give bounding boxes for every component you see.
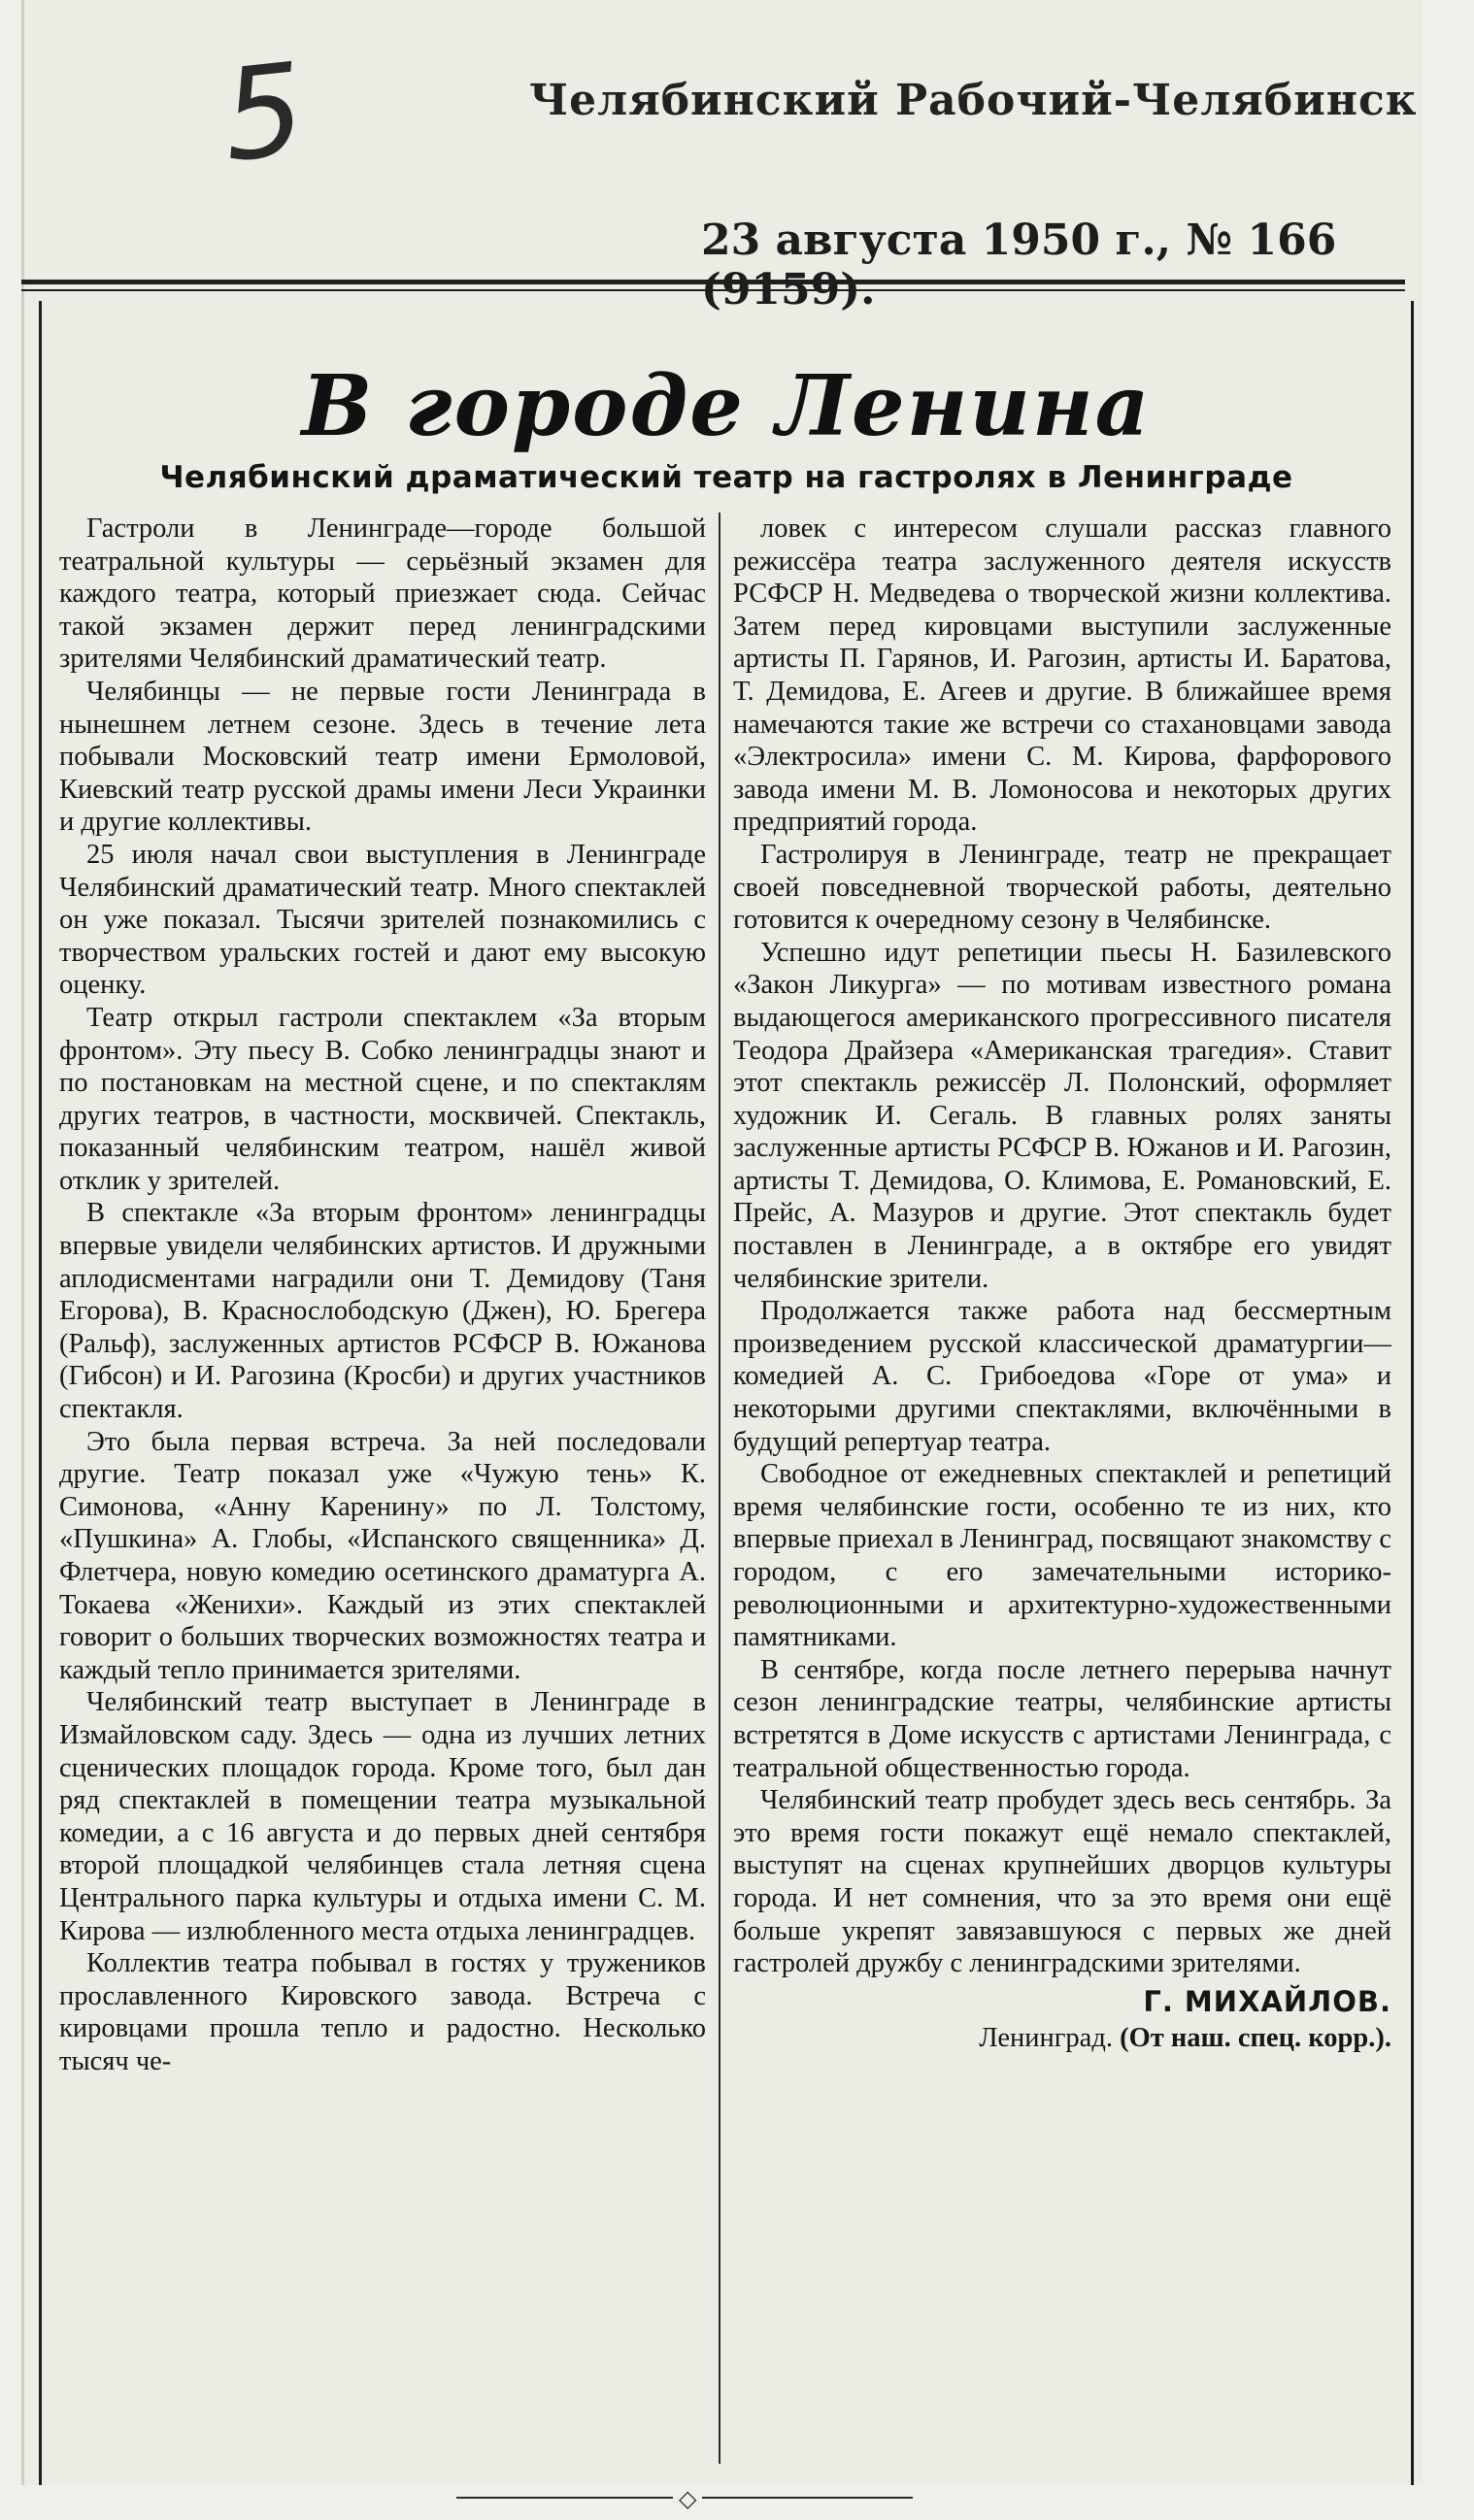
- paragraph: Челябинский театр пробудет здесь весь сентябрь. За это время гости покажут ещё немало спектаклей, выступят на сценах крупнейших дворцов культуры города. И нет сомнения, что за это время они ещё больше укрепят завязавшуюся с первых же дней гастролей дружбу с ленинградскими зрителями.: [733, 1785, 1391, 1979]
- paragraph: Свободное от ежедневных спектаклей и репетиций время челябинские гости, особенно те из них, кто впервые приехал в Ленинград, посвящают знакомству с городом, с его замечательными историко-революционными и архитектурно-художественными памятниками.: [733, 1459, 1391, 1653]
- paragraph: Успешно идут репетиции пьесы Н. Базилевского «Закон Ликурга» — по мотивам известного романа выдающегося американского прогрессивного писателя Теодора Драйзера «Американская трагедия». Ставит этот спектакль режиссёр Л. Полонский, оформляет художник И. Сегаль. В главных ролях заняты заслуженные артисты РСФСР В. Южанов и И. Рагозин, артисты Т. Демидова, О. Климова, Е. Романовский, Е. Прейс, А. Мазуров и другие. Этот спектакль будет поставлен в Ленинграде, а в октябре его увидят челябинские зрители.: [733, 937, 1391, 1294]
- paragraph: Театр открыл гастроли спектаклем «За вторым фронтом». Эту пьесу В. Собко ленинградцы знают и по постановкам на местной сцене, и по спектаклям других театров, в частности, москвичей. Спектакль, показанный челябинским театром, нашёл живой отклик у зрителей.: [59, 1002, 706, 1196]
- headline: В городе Ленина: [301, 357, 1152, 455]
- top-rule: [21, 280, 1405, 284]
- paragraph: 25 июля начал свои выступления в Ленинграде Челябинский драматический театр. Много спектаклей он уже показал. Тысячи зрителей познакомились с творчеством уральских гостей и дают ему высокую оценку.: [59, 839, 706, 1001]
- handwritten-page-number: 5: [216, 35, 312, 190]
- source-stamp: Челябинский Рабочий-Челябинск: [529, 76, 1418, 125]
- issue-date-stamp: 23 августа 1950 г., № 166: [701, 216, 1337, 265]
- paragraph: Коллектив театра побывал в гостях у тружеников прославленного Кировского завода. Встреча с кировцами прошла тепло и радостно. Несколько тысяч че-: [59, 1948, 706, 2076]
- paragraph: Гастроли в Ленинграде—городе большой театральной культуры — серьёзный экзамен для каждого театра, который приезжает сюда. Сейчас такой экзамен держит перед ленинградскими зрителями Челябинский драматический театр.: [59, 514, 706, 675]
- left-column: [59, 513, 706, 2078]
- paragraph: В спектакле «За вторым фронтом» ленинградцы впервые увидели челябинских артистов. И дружными аплодисментами наградили они Т. Демидову (Таня Егорова), В. Краснослободскую (Джен), Ю. Брегера (Ральф), заслуженных артистов РСФСР В. Южанова (Гибсон) и И. Рагозина (Кросби) и других участников спектакля.: [59, 1198, 706, 1425]
- paragraph: В сентябре, когда после летнего перерыва начнут сезон ленинградские театры, челябинские артисты встретятся в Доме искусств с артистами Ленинграда, с театральной общественностью города.: [733, 1654, 1391, 1783]
- author-signature: Г. МИХАЙЛОВ.: [1143, 1984, 1391, 2018]
- paragraph: Челябинский театр выступает в Ленинграде в Измайловском саду. Здесь — одна из лучших летних сценических площадок города. Кроме того, был дан ряд спектаклей в помещении театра музыкальной комедии, а с 16 августа и до первых дней сентября второй площадкой челябинцев стала летняя сцена Центрального парка культуры и отдыха имени С. М. Кирова — излюбленного места отдыха ленинградцев.: [59, 1687, 706, 1946]
- paragraph: Гастролируя в Ленинграде, театр не прекращает своей повседневной творческой работы, деятельно готовится к очередному сезону в Челябинске.: [733, 839, 1391, 936]
- subheadline: Челябинский драматический театр на гастролях в Ленинграде: [159, 460, 1293, 495]
- dateline-note: (От наш. спец. корр.).: [1120, 2023, 1391, 2054]
- dateline: [733, 2022, 1391, 2055]
- column-divider: [719, 513, 720, 2464]
- paragraph: ловек с интересом слушали рассказ главного режиссёра театра заслуженного деятеля искусств РСФСР Н. Медведева о творческой жизни коллектива. Затем перед кировцами выступили заслуженные артисты П. Гарянов, И. Рагозин, артисты И. Баратова, Т. Демидова, Е. Агеев и другие. В ближайшее время намечаются такие же встречи со стахановцами завода «Электросила» имени С. М. Кирова, фарфорового завода имени М. В. Ломоносова и некоторых других предприятий города.: [733, 514, 1391, 838]
- paragraph: Челябинцы — не первые гости Ленинграда в нынешнем летнем сезоне. Здесь в течение лета побывали Московский театр имени Ермоловой, Киевский театр русской драмы имени Леси Украинки и другие коллективы.: [59, 676, 706, 838]
- dateline-city: Ленинград.: [979, 2023, 1113, 2054]
- paragraph: Это была первая встреча. За ней последовали другие. Театр показал уже «Чужую тень» К. Симонова, «Анну Каренину» по Л. Толстому, «Пушкина» А. Глобы, «Испанского священника» Д. Флетчера, новую комедию осетинского драматурга А. Токаева «Женихи». Каждый из этих спектаклей говорит о больших творческих возможностях театра и каждый тепло принимается зрителями.: [59, 1426, 706, 1685]
- article: [39, 301, 1414, 2485]
- diamond-ornament-icon: ◇: [673, 2485, 702, 2512]
- right-column: [733, 513, 1391, 2055]
- paragraph: Продолжается также работа над бессмертным произведением русской классической драматургии—комедией А. С. Грибоедова «Горе от ума» и некоторыми другими спектаклями, включёнными в будущий репертуар театра.: [733, 1296, 1391, 1457]
- top-rule-thin: [21, 289, 1405, 291]
